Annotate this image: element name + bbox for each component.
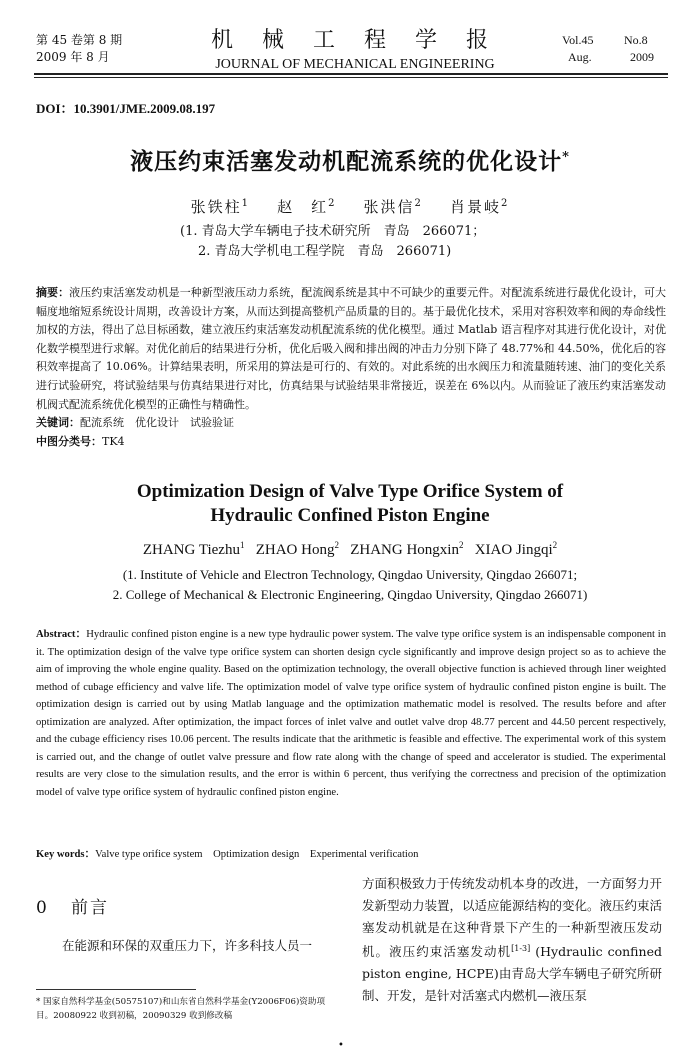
- abstract-cn: [36, 284, 666, 451]
- intro-paragraph-right: [362, 873, 662, 1007]
- paper-title-en: [60, 480, 640, 528]
- author-en: ZHAO Hong: [255, 542, 335, 558]
- author-sup: 2: [552, 540, 558, 550]
- abstract-cn-text: 液压约束活塞发动机是一种新型液压动力系统，配流阀系统是其中不可缺少的重要元件。对配流系统进行最优化设计，可大幅度地缩短系统设计周期，改善设计方案，从而达到提高整机产品质量的目的。基于最优化技术，采用对容积效率和阀的寿命线性加权的方法，得出了总目标函数，建立液压约束活塞发动机配流系统的优化模型。通过 Matlab 语言程序对其进行优化设计，对优化数学模型进行求解。对优化前后的结果进行分析，优化后吸入阀和排出阀的冲击力分别下降了 48.77%和 44.50%，优化后的容积效率提高了 10.06%。计算结果表明，所采用的算法是可行的、有效的。对此系统的出水阀压力和流量随转速、油门的变化关系进行试验研究，将试验结果与仿真结果进行对比，仿真结果与试验结果非常接近，误差在 6%以内。从而验证了液压约束活塞发动机阀式配流系统优化模型的正确性与精确性。: [36, 286, 667, 411]
- title-en-line: Optimization Design of Valve Type Orifice System of: [136, 481, 564, 502]
- abstract-en-text: Hydraulic confined piston engine is a new type hydraulic power system. The valve type orifice system is an indispensable component in it. The optimization design of the valve type orifice system can shorten design cycle significantly and improve design project so as to achieve the aim of improving the whole engine quality. Based on the optimization technology, the overall objective function is achieved through liner weighted method of cubage efficiency and valve life. The optimization model of valve type orifice system of hydraulic confined piston engine is built. The optimization design is carried out by using Matlab language and the optimization mathematic model is resolved. The results before and after optimization are analyzed. After optimization, the impact forces of inlet valve and outlet valve drop 48.77 percent and 44.50 percent respectively, and the cubage efficiency rises 10.06 percent. The results indicate that the arithmetic is feasible and effective. The experimental work of this system is carried out, and the change of outlet valve pressure and flow rate along with the change of speed and accelerator is studied. The experimental results are very close to the simulation results, and the error is within 6 percent, thus verifying the correctness and precision of the optimization model of valve type orifice system of hydraulic confined piston engine.: [36, 629, 666, 798]
- affiliation-en: (1. Institute of Vehicle and Electron Technology, Qingdao University, Qingdao 266071;: [122, 567, 578, 582]
- author-sup: 1: [239, 540, 245, 550]
- footnote: * 国家自然科学基金(50575107)和山东省自然科学基金(Y2006F06)资助项目。20080922 收到初稿，20090329 收到修改稿: [36, 997, 326, 1021]
- author-sup: 2: [458, 540, 464, 550]
- clc-number: [36, 433, 666, 452]
- title-cn-text: 液压约束活塞发动机配流系统的优化设计: [130, 148, 563, 175]
- intro-paragraph-left: 在能源和环保的双重压力下，许多科技人员一: [62, 938, 313, 953]
- title-en-line: Hydraulic Confined Piston Engine: [210, 505, 490, 526]
- author-cn: 张洪信: [363, 198, 415, 216]
- journal-name-en: JOURNAL OF MECHANICAL ENGINEERING: [215, 57, 495, 72]
- authors-en: [100, 540, 600, 559]
- header-rule-thin: [34, 77, 668, 78]
- affiliations-en: [60, 565, 640, 605]
- page-marker: •: [338, 1040, 344, 1051]
- journal-name-cn: 机 械 工 程 学 报: [211, 28, 499, 53]
- publication-date: 2009 年 8 月: [36, 50, 110, 64]
- authors-cn: [150, 196, 550, 217]
- author-en: ZHANG Tiezhu: [142, 542, 240, 558]
- number-en: No.8: [624, 33, 648, 47]
- journal-title-block: [160, 28, 550, 75]
- author-en: ZHANG Hongxin: [350, 542, 459, 558]
- author-sup: 2: [501, 198, 510, 209]
- doi: DOI：10.3901/JME.2009.08.197: [36, 101, 216, 116]
- header-right: [562, 32, 654, 66]
- author-cn: 肖景岐: [450, 198, 502, 216]
- intro-right-text: 方面积极致力于传统发动机本身的改进，一方面努力开发新型动力装置，以适应能源结构的变化。液压约束活塞发动机就是在这种背景下产生的一种新型液压发动机。液压约束活塞发动机: [362, 876, 663, 960]
- clc-label: 中图分类号：: [36, 434, 102, 448]
- affiliation-cn: 2. 青岛大学机电工程学院 青岛 266071): [198, 244, 452, 259]
- header-rule-thick: [34, 73, 668, 75]
- title-footnote-mark: *: [562, 149, 570, 165]
- header-left: [36, 32, 122, 66]
- year-en: 2009: [630, 50, 654, 64]
- affiliations-cn: [180, 222, 580, 262]
- author-sup: 2: [328, 198, 337, 209]
- volume-issue: 第 45 卷第 8 期: [36, 33, 123, 47]
- clc-value: TK4: [102, 434, 125, 448]
- author-en: XIAO Jingqi: [474, 542, 553, 558]
- keywords-cn-label: 关键词：: [36, 416, 80, 430]
- abstract-en-label: Abstract：: [36, 629, 87, 640]
- month-en: Aug.: [568, 50, 592, 64]
- author-sup: 2: [334, 540, 339, 550]
- keywords-en: [36, 846, 418, 861]
- volume-en: Vol.45: [562, 33, 594, 47]
- author-sup: 1: [241, 198, 250, 209]
- section-heading: [36, 893, 109, 918]
- section-title: 前言: [71, 898, 110, 918]
- abstract-en: [36, 626, 666, 801]
- section-number: 0: [36, 898, 49, 918]
- author-sup: 2: [414, 198, 423, 209]
- keywords-en-text: Valve type orifice system Optimization design Experimental verification: [95, 849, 419, 860]
- keywords-cn-text: 配流系统 优化设计 试验验证: [80, 416, 234, 430]
- keywords-cn: [36, 414, 666, 433]
- citation: [1-3]: [511, 944, 531, 954]
- affiliation-cn: (1. 青岛大学车辆电子技术研究所 青岛 266071；: [180, 224, 486, 239]
- intro-right-text: (Hydraulic confined piston engine, HCPE)由青岛大学车辆电子研究所研制、开发，是针对活塞式内燃机—液压泵: [362, 944, 662, 1004]
- abstract-cn-label: 摘要：: [36, 286, 70, 299]
- affiliation-en: 2. College of Mechanical & Electronic Engineering, Qingdao University, Qingdao 266071): [112, 587, 588, 602]
- paper-title-cn: [40, 143, 660, 176]
- author-cn: 张铁柱: [190, 198, 242, 216]
- footnote-rule: [36, 989, 196, 990]
- author-cn: 赵 红: [277, 198, 329, 216]
- keywords-en-label: Key words：: [36, 849, 96, 860]
